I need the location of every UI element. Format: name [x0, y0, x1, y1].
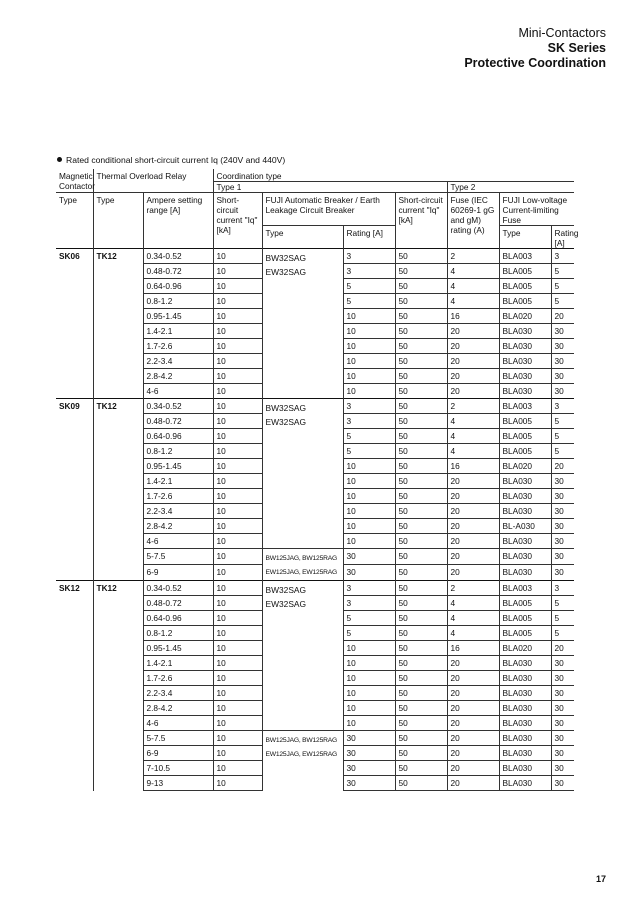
breaker-rating-cell: 3: [343, 399, 395, 414]
iq-type2-cell: 50: [395, 294, 447, 309]
iq-type1-cell: 10: [213, 504, 262, 519]
iq-type2-cell: 50: [395, 444, 447, 459]
iq-type2-cell: 50: [395, 429, 447, 444]
fuse-rating-cell: 20: [447, 731, 499, 746]
fuse-rating-cell: 4: [447, 264, 499, 279]
ampere-range-cell: 2.2-3.4: [143, 354, 213, 369]
ampere-range-cell: 0.64-0.96: [143, 429, 213, 444]
fuji-fuse-rating-cell: 30: [551, 549, 574, 565]
fuse-rating-cell: 20: [447, 701, 499, 716]
relay-type-cell: TK12: [93, 249, 143, 399]
header-fuji-fuse-type: Type: [499, 226, 551, 249]
ampere-range-cell: 0.48-0.72: [143, 596, 213, 611]
fuji-fuse-rating-cell: 5: [551, 429, 574, 444]
header-line-2: SK Series: [547, 41, 606, 55]
ampere-range-cell: 4-6: [143, 384, 213, 399]
header-magnetic-contactor: Magnetic Contactor: [59, 171, 95, 191]
fuse-rating-cell: 20: [447, 671, 499, 686]
fuji-fuse-rating-cell: 5: [551, 596, 574, 611]
fuji-fuse-type-cell: BLA030: [499, 504, 551, 519]
ampere-range-cell: 1.7-2.6: [143, 489, 213, 504]
iq-type1-cell: 10: [213, 731, 262, 746]
fuse-rating-cell: 20: [447, 489, 499, 504]
breaker-rating-cell: 10: [343, 716, 395, 731]
fuji-fuse-type-cell: BL-A030: [499, 519, 551, 534]
fuji-fuse-rating-cell: 20: [551, 309, 574, 324]
fuji-fuse-rating-cell: 30: [551, 686, 574, 701]
fuse-rating-cell: 4: [447, 611, 499, 626]
iq-type2-cell: 50: [395, 369, 447, 384]
fuji-fuse-type-cell: BLA005: [499, 596, 551, 611]
breaker-rating-cell: 10: [343, 324, 395, 339]
iq-type2-cell: 50: [395, 581, 447, 596]
fuji-fuse-type-cell: BLA005: [499, 444, 551, 459]
breaker-rating-cell: 3: [343, 581, 395, 596]
ampere-range-cell: 0.95-1.45: [143, 641, 213, 656]
iq-type2-cell: 50: [395, 534, 447, 549]
iq-type2-cell: 50: [395, 309, 447, 324]
header-fuji-fuse: FUJI Low-voltage Current-limiting Fuse: [499, 193, 574, 226]
iq-type1-cell: 10: [213, 641, 262, 656]
fuse-rating-cell: 16: [447, 309, 499, 324]
ampere-range-cell: 7-10.5: [143, 761, 213, 776]
fuji-fuse-rating-cell: 30: [551, 776, 574, 791]
fuse-rating-cell: 16: [447, 641, 499, 656]
breaker-type-cell: BW125JAG, BW125RAG EW125JAG, EW125RAG: [262, 549, 343, 581]
fuse-rating-cell: 20: [447, 384, 499, 399]
breaker-rating-cell: 10: [343, 686, 395, 701]
fuji-fuse-type-cell: BLA030: [499, 656, 551, 671]
fuji-fuse-rating-cell: 30: [551, 354, 574, 369]
fuse-rating-cell: 20: [447, 519, 499, 534]
contactor-type-cell: SK06: [56, 249, 93, 399]
header-type-2: Type 2: [447, 182, 574, 193]
ampere-range-cell: 1.4-2.1: [143, 656, 213, 671]
iq-type1-cell: 10: [213, 565, 262, 581]
iq-type2-cell: 50: [395, 656, 447, 671]
iq-type2-cell: 50: [395, 489, 447, 504]
breaker-rating-cell: 3: [343, 596, 395, 611]
ampere-range-cell: 0.34-0.52: [143, 249, 213, 264]
fuse-rating-cell: 4: [447, 294, 499, 309]
table-body: [56, 249, 574, 791]
coordination-table: [56, 169, 579, 791]
fuse-rating-cell: 2: [447, 581, 499, 596]
iq-type2-cell: 50: [395, 686, 447, 701]
iq-type2-cell: 50: [395, 519, 447, 534]
caption-text: Rated conditional short-circuit current Iq (240V and 440V): [66, 155, 286, 165]
fuji-fuse-type-cell: BLA003: [499, 581, 551, 596]
iq-type1-cell: 10: [213, 384, 262, 399]
fuse-rating-cell: 20: [447, 369, 499, 384]
fuji-fuse-rating-cell: 30: [551, 519, 574, 534]
iq-type1-cell: 10: [213, 596, 262, 611]
fuse-rating-cell: 2: [447, 249, 499, 264]
ampere-range-cell: 1.4-2.1: [143, 324, 213, 339]
relay-type-cell: TK12: [93, 581, 143, 791]
iq-type2-cell: 50: [395, 384, 447, 399]
iq-type1-cell: 10: [213, 671, 262, 686]
ampere-range-cell: 9-13: [143, 776, 213, 791]
header-breaker-type: Type: [262, 226, 343, 249]
fuji-fuse-type-cell: BLA030: [499, 776, 551, 791]
iq-type1-cell: 10: [213, 474, 262, 489]
iq-type2-cell: 50: [395, 339, 447, 354]
fuse-rating-cell: 20: [447, 339, 499, 354]
table-row: [56, 399, 574, 414]
iq-type1-cell: 10: [213, 776, 262, 791]
iq-type1-cell: 10: [213, 399, 262, 414]
table-row: [56, 581, 574, 596]
iq-type1-cell: 10: [213, 414, 262, 429]
iq-type2-cell: 50: [395, 504, 447, 519]
fuse-rating-cell: 20: [447, 716, 499, 731]
header-short-circuit-current-type1: Short-circuit current "Iq" [kA]: [213, 193, 262, 249]
fuji-fuse-type-cell: BLA030: [499, 384, 551, 399]
ampere-range-cell: 0.8-1.2: [143, 294, 213, 309]
header-fuji-breaker: FUJI Automatic Breaker / Earth Leakage Circuit Breaker: [262, 193, 395, 226]
iq-type2-cell: 50: [395, 596, 447, 611]
fuse-rating-cell: 2: [447, 399, 499, 414]
ampere-range-cell: 2.2-3.4: [143, 686, 213, 701]
ampere-range-cell: 5-7.5: [143, 731, 213, 746]
breaker-rating-cell: 10: [343, 339, 395, 354]
breaker-rating-cell: 10: [343, 474, 395, 489]
fuji-fuse-rating-cell: 5: [551, 294, 574, 309]
breaker-rating-cell: 10: [343, 534, 395, 549]
ampere-range-cell: 2.8-4.2: [143, 519, 213, 534]
fuse-rating-cell: 4: [447, 279, 499, 294]
ampere-range-cell: 0.95-1.45: [143, 309, 213, 324]
breaker-type-cell: BW32SAG EW32SAG: [262, 399, 343, 549]
iq-type1-cell: 10: [213, 549, 262, 565]
iq-type2-cell: 50: [395, 399, 447, 414]
iq-type2-cell: 50: [395, 641, 447, 656]
iq-type1-cell: 10: [213, 279, 262, 294]
breaker-rating-cell: 10: [343, 656, 395, 671]
fuji-fuse-type-cell: BLA030: [499, 549, 551, 565]
table-header: [56, 169, 579, 249]
iq-type2-cell: 50: [395, 626, 447, 641]
fuji-fuse-rating-cell: 30: [551, 565, 574, 581]
fuji-fuse-rating-cell: 30: [551, 731, 574, 746]
fuji-fuse-type-cell: BLA005: [499, 626, 551, 641]
fuji-fuse-type-cell: BLA030: [499, 339, 551, 354]
iq-type2-cell: 50: [395, 731, 447, 746]
fuji-fuse-rating-cell: 30: [551, 671, 574, 686]
breaker-rating-cell: 5: [343, 444, 395, 459]
ampere-range-cell: 0.34-0.52: [143, 581, 213, 596]
fuse-rating-cell: 20: [447, 686, 499, 701]
breaker-rating-cell: 10: [343, 671, 395, 686]
iq-type2-cell: 50: [395, 701, 447, 716]
fuji-fuse-rating-cell: 3: [551, 399, 574, 414]
fuse-rating-cell: 20: [447, 776, 499, 791]
iq-type1-cell: 10: [213, 656, 262, 671]
fuji-fuse-type-cell: BLA030: [499, 369, 551, 384]
ampere-range-cell: 0.48-0.72: [143, 264, 213, 279]
header-breaker-rating: Rating [A]: [343, 226, 395, 249]
iq-type2-cell: 50: [395, 761, 447, 776]
fuji-fuse-rating-cell: 30: [551, 369, 574, 384]
fuji-fuse-type-cell: BLA030: [499, 474, 551, 489]
fuji-fuse-type-cell: BLA030: [499, 701, 551, 716]
fuji-fuse-type-cell: BLA030: [499, 565, 551, 581]
iq-type1-cell: 10: [213, 294, 262, 309]
breaker-rating-cell: 10: [343, 369, 395, 384]
breaker-rating-cell: 10: [343, 641, 395, 656]
fuse-rating-cell: 4: [447, 429, 499, 444]
fuji-fuse-type-cell: BLA005: [499, 264, 551, 279]
breaker-rating-cell: 5: [343, 429, 395, 444]
iq-type1-cell: 10: [213, 324, 262, 339]
fuji-fuse-type-cell: BLA030: [499, 761, 551, 776]
fuse-rating-cell: 4: [447, 596, 499, 611]
iq-type1-cell: 10: [213, 716, 262, 731]
iq-type2-cell: 50: [395, 354, 447, 369]
ampere-range-cell: 4-6: [143, 534, 213, 549]
breaker-rating-cell: 30: [343, 565, 395, 581]
fuji-fuse-type-cell: BLA030: [499, 731, 551, 746]
fuji-fuse-rating-cell: 30: [551, 489, 574, 504]
fuji-fuse-rating-cell: 30: [551, 701, 574, 716]
ampere-range-cell: 0.8-1.2: [143, 444, 213, 459]
header-fuse-rating: Fuse (IEC 60269-1 gG and gM) rating (A): [447, 193, 499, 249]
header-fuji-fuse-rating: Rating [A]: [551, 226, 574, 249]
fuse-rating-cell: 20: [447, 761, 499, 776]
ampere-range-cell: 1.7-2.6: [143, 339, 213, 354]
breaker-rating-cell: 10: [343, 701, 395, 716]
iq-type1-cell: 10: [213, 519, 262, 534]
ampere-range-cell: 0.95-1.45: [143, 459, 213, 474]
fuji-fuse-rating-cell: 30: [551, 534, 574, 549]
ampere-range-cell: 2.8-4.2: [143, 369, 213, 384]
fuji-fuse-rating-cell: 5: [551, 414, 574, 429]
fuji-fuse-rating-cell: 30: [551, 656, 574, 671]
fuji-fuse-rating-cell: 20: [551, 641, 574, 656]
ampere-range-cell: 0.34-0.52: [143, 399, 213, 414]
breaker-rating-cell: 10: [343, 354, 395, 369]
iq-type2-cell: 50: [395, 549, 447, 565]
iq-type2-cell: 50: [395, 671, 447, 686]
header-relay-type: Type: [93, 193, 143, 249]
iq-type2-cell: 50: [395, 264, 447, 279]
fuji-fuse-type-cell: BLA005: [499, 611, 551, 626]
ampere-range-cell: 6-9: [143, 565, 213, 581]
iq-type2-cell: 50: [395, 746, 447, 761]
breaker-rating-cell: 30: [343, 776, 395, 791]
fuji-fuse-type-cell: BLA030: [499, 746, 551, 761]
contactor-type-cell: SK12: [56, 581, 93, 791]
breaker-type-cell: BW125JAG, BW125RAG EW125JAG, EW125RAG: [262, 731, 343, 791]
fuse-rating-cell: 20: [447, 354, 499, 369]
contactor-type-cell: SK09: [56, 399, 93, 581]
ampere-range-cell: 2.8-4.2: [143, 701, 213, 716]
breaker-rating-cell: 3: [343, 249, 395, 264]
fuji-fuse-rating-cell: 30: [551, 761, 574, 776]
ampere-range-cell: 5-7.5: [143, 549, 213, 565]
bullet-icon: [57, 157, 62, 162]
breaker-type-cell: BW32SAG EW32SAG: [262, 249, 343, 399]
fuse-rating-cell: 20: [447, 474, 499, 489]
fuji-fuse-rating-cell: 30: [551, 474, 574, 489]
iq-type1-cell: 10: [213, 746, 262, 761]
iq-type2-cell: 50: [395, 716, 447, 731]
page-header: [464, 26, 606, 71]
iq-type1-cell: 10: [213, 429, 262, 444]
iq-type1-cell: 10: [213, 354, 262, 369]
ampere-range-cell: 6-9: [143, 746, 213, 761]
iq-type2-cell: 50: [395, 776, 447, 791]
breaker-rating-cell: 5: [343, 611, 395, 626]
ampere-range-cell: 1.7-2.6: [143, 671, 213, 686]
page-number: 17: [595, 874, 606, 884]
breaker-rating-cell: 10: [343, 459, 395, 474]
fuji-fuse-rating-cell: 5: [551, 279, 574, 294]
ampere-range-cell: 2.2-3.4: [143, 504, 213, 519]
iq-type1-cell: 10: [213, 701, 262, 716]
header-short-circuit-current-type2: Short-circuit current "Iq" [kA]: [395, 193, 447, 249]
iq-type1-cell: 10: [213, 534, 262, 549]
ampere-range-cell: 4-6: [143, 716, 213, 731]
fuji-fuse-rating-cell: 5: [551, 611, 574, 626]
iq-type2-cell: 50: [395, 414, 447, 429]
fuse-rating-cell: 20: [447, 534, 499, 549]
fuji-fuse-type-cell: BLA030: [499, 716, 551, 731]
fuji-fuse-type-cell: BLA030: [499, 534, 551, 549]
relay-type-cell: TK12: [93, 399, 143, 581]
table-caption: [57, 155, 285, 165]
iq-type1-cell: 10: [213, 686, 262, 701]
breaker-rating-cell: 3: [343, 264, 395, 279]
iq-type1-cell: 10: [213, 339, 262, 354]
fuji-fuse-type-cell: BLA020: [499, 459, 551, 474]
ampere-range-cell: 0.64-0.96: [143, 611, 213, 626]
breaker-rating-cell: 10: [343, 504, 395, 519]
breaker-rating-cell: 3: [343, 414, 395, 429]
iq-type1-cell: 10: [213, 444, 262, 459]
iq-type2-cell: 50: [395, 611, 447, 626]
header-contactor-type: Type: [56, 193, 93, 249]
ampere-range-cell: 0.48-0.72: [143, 414, 213, 429]
breaker-rating-cell: 10: [343, 384, 395, 399]
fuji-fuse-type-cell: BLA030: [499, 489, 551, 504]
fuji-fuse-rating-cell: 30: [551, 324, 574, 339]
ampere-range-cell: 1.4-2.1: [143, 474, 213, 489]
fuji-fuse-rating-cell: 3: [551, 249, 574, 264]
iq-type2-cell: 50: [395, 474, 447, 489]
fuji-fuse-rating-cell: 30: [551, 746, 574, 761]
fuji-fuse-rating-cell: 20: [551, 459, 574, 474]
iq-type2-cell: 50: [395, 459, 447, 474]
breaker-rating-cell: 30: [343, 731, 395, 746]
iq-type1-cell: 10: [213, 489, 262, 504]
fuji-fuse-rating-cell: 30: [551, 716, 574, 731]
breaker-rating-cell: 10: [343, 519, 395, 534]
breaker-rating-cell: 30: [343, 761, 395, 776]
fuji-fuse-type-cell: BLA003: [499, 399, 551, 414]
fuji-fuse-type-cell: BLA020: [499, 309, 551, 324]
fuse-rating-cell: 20: [447, 549, 499, 565]
breaker-rating-cell: 10: [343, 309, 395, 324]
iq-type1-cell: 10: [213, 611, 262, 626]
header-line-3: Protective Coordination: [464, 56, 606, 70]
fuse-rating-cell: 4: [447, 414, 499, 429]
header-thermal-overload-relay: Thermal Overload Relay: [93, 169, 213, 193]
iq-type1-cell: 10: [213, 581, 262, 596]
fuji-fuse-type-cell: BLA003: [499, 249, 551, 264]
breaker-rating-cell: 30: [343, 746, 395, 761]
fuji-fuse-type-cell: BLA020: [499, 641, 551, 656]
iq-type1-cell: 10: [213, 761, 262, 776]
fuji-fuse-type-cell: BLA030: [499, 686, 551, 701]
fuji-fuse-type-cell: BLA030: [499, 324, 551, 339]
fuse-rating-cell: 20: [447, 746, 499, 761]
breaker-rating-cell: 5: [343, 294, 395, 309]
breaker-rating-cell: 5: [343, 626, 395, 641]
fuji-fuse-rating-cell: 5: [551, 626, 574, 641]
iq-type1-cell: 10: [213, 459, 262, 474]
fuse-rating-cell: 4: [447, 444, 499, 459]
iq-type1-cell: 10: [213, 309, 262, 324]
fuji-fuse-type-cell: BLA005: [499, 294, 551, 309]
fuse-rating-cell: 20: [447, 656, 499, 671]
iq-type1-cell: 10: [213, 264, 262, 279]
ampere-range-cell: 0.64-0.96: [143, 279, 213, 294]
fuji-fuse-rating-cell: 30: [551, 339, 574, 354]
breaker-rating-cell: 10: [343, 489, 395, 504]
ampere-range-cell: 0.8-1.2: [143, 626, 213, 641]
fuji-fuse-type-cell: BLA030: [499, 354, 551, 369]
fuji-fuse-type-cell: BLA005: [499, 429, 551, 444]
breaker-type-cell: BW32SAG EW32SAG: [262, 581, 343, 731]
fuse-rating-cell: 16: [447, 459, 499, 474]
fuji-fuse-type-cell: BLA005: [499, 414, 551, 429]
fuse-rating-cell: 4: [447, 626, 499, 641]
iq-type1-cell: 10: [213, 626, 262, 641]
iq-type2-cell: 50: [395, 279, 447, 294]
breaker-rating-cell: 30: [343, 549, 395, 565]
fuji-fuse-rating-cell: 30: [551, 504, 574, 519]
fuji-fuse-rating-cell: 30: [551, 384, 574, 399]
fuji-fuse-rating-cell: 5: [551, 444, 574, 459]
fuji-fuse-type-cell: BLA030: [499, 671, 551, 686]
breaker-rating-cell: 5: [343, 279, 395, 294]
fuji-fuse-type-cell: BLA005: [499, 279, 551, 294]
header-type-1: Type 1: [213, 182, 447, 193]
iq-type2-cell: 50: [395, 565, 447, 581]
fuse-rating-cell: 20: [447, 565, 499, 581]
fuji-fuse-rating-cell: 3: [551, 581, 574, 596]
fuji-fuse-rating-cell: 5: [551, 264, 574, 279]
iq-type1-cell: 10: [213, 369, 262, 384]
table-row: [56, 249, 574, 264]
header-line-1: Mini-Contactors: [518, 26, 606, 40]
header-ampere-setting-range: Ampere setting range [A]: [143, 193, 213, 249]
header-coordination-type: Coordination type: [213, 169, 574, 182]
fuse-rating-cell: 20: [447, 324, 499, 339]
fuse-rating-cell: 20: [447, 504, 499, 519]
iq-type2-cell: 50: [395, 249, 447, 264]
iq-type1-cell: 10: [213, 249, 262, 264]
iq-type2-cell: 50: [395, 324, 447, 339]
